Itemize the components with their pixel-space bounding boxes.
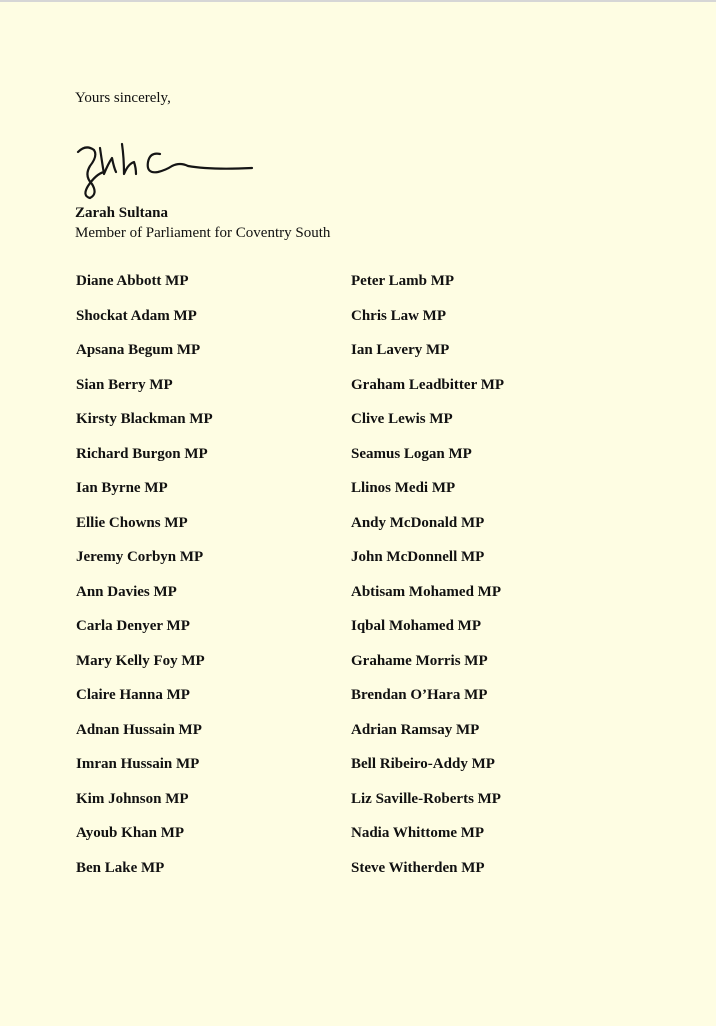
signatory-name: Adrian Ramsay MP	[351, 721, 480, 738]
signatory-name: Claire Hanna MP	[76, 687, 190, 703]
signer-title: Member of Parliament for Coventry South	[75, 225, 331, 241]
signatory-name: Bell Ribeiro-Addy MP	[351, 756, 495, 772]
signer-name: Zarah Sultana	[75, 205, 168, 221]
signatory-column-right	[351, 271, 676, 892]
signatory-name: Brendan O’Hara MP	[351, 687, 488, 703]
signatory-name: Abtisam Mohamed MP	[351, 583, 501, 600]
signatory-name: Ayoub Khan MP	[76, 825, 185, 841]
signatory-name: Ann Davies MP	[76, 583, 177, 600]
signatory-name: Shockat Adam MP	[76, 307, 197, 324]
signatory-name: John McDonnell MP	[351, 549, 485, 565]
signatory-name: Steve Witherden MP	[351, 859, 485, 876]
signatory-name: Ian Byrne MP	[76, 480, 168, 496]
signatory-name: Kim Johnson MP	[76, 790, 189, 807]
signatory-name: Llinos Medi MP	[351, 480, 456, 496]
signatory-name: Carla Denyer MP	[76, 618, 190, 634]
signatory-list	[76, 271, 676, 892]
signatory-name: Apsana Begum MP	[76, 342, 201, 358]
top-divider	[0, 0, 716, 2]
signatory-column-left	[76, 271, 351, 892]
signatory-name: Sian Berry MP	[76, 376, 173, 393]
letter-closing: Yours sincerely,	[75, 90, 171, 106]
signatory-name: Liz Saville-Roberts MP	[351, 790, 501, 807]
signatory-name: Kirsty Blackman MP	[76, 411, 213, 427]
signatory-name: Nadia Whittome MP	[351, 825, 485, 841]
signatory-name: Diane Abbott MP	[76, 273, 189, 289]
signatory-name: Mary Kelly Foy MP	[76, 652, 205, 669]
signatory-name: Seamus Logan MP	[351, 445, 472, 462]
signatory-name: Ellie Chowns MP	[76, 514, 188, 531]
signatory-name: Iqbal Mohamed MP	[351, 618, 482, 634]
signatory-name: Ben Lake MP	[76, 859, 165, 876]
signatory-name: Clive Lewis MP	[351, 411, 453, 427]
signature-image	[70, 138, 260, 200]
signatory-name: Peter Lamb MP	[351, 273, 455, 289]
signatory-name: Graham Leadbitter MP	[351, 376, 505, 393]
signatory-name: Ian Lavery MP	[351, 342, 450, 358]
signatory-name: Grahame Morris MP	[351, 652, 488, 669]
signatory-name: Jeremy Corbyn MP	[76, 549, 204, 565]
signatory-name: Chris Law MP	[351, 307, 446, 324]
signatory-name: Richard Burgon MP	[76, 445, 208, 462]
signatory-name: Andy McDonald MP	[351, 514, 485, 531]
signatory-name: Adnan Hussain MP	[76, 721, 202, 738]
signatory-name: Imran Hussain MP	[76, 756, 200, 772]
